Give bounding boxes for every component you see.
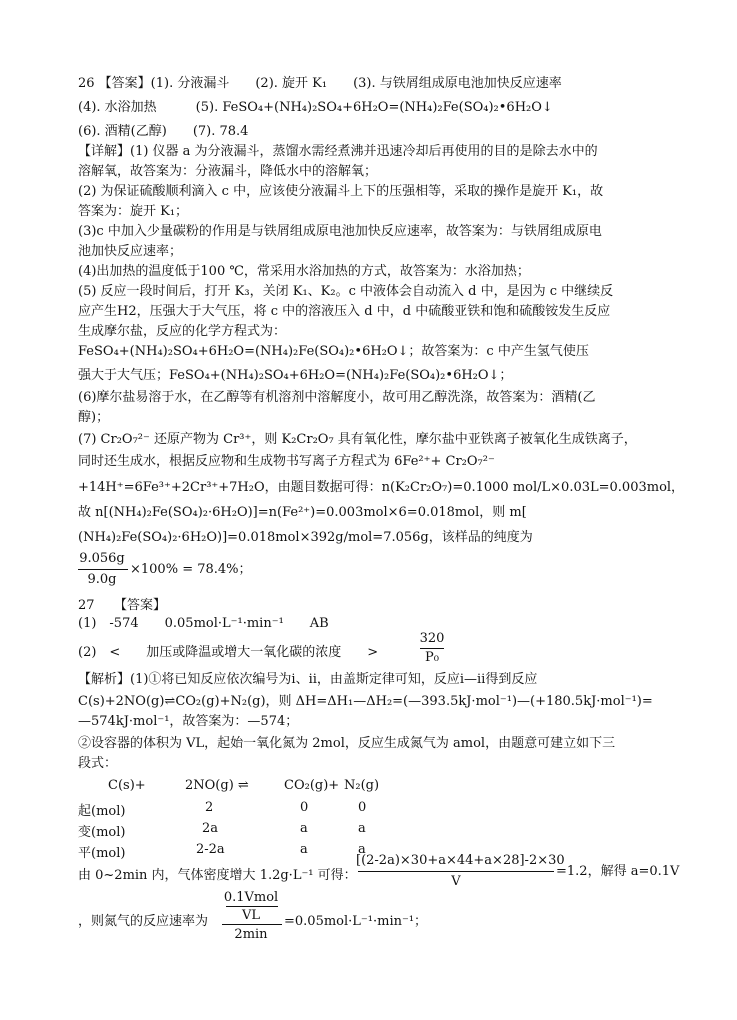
q26-detail-line: (NH₄)₂Fe(SO₄)₂·6H₂O)]=0.018mol×392g/mol=7.056g，该样品的纯度为 [78, 530, 533, 545]
q27-fraction-numerator: 320 [419, 631, 445, 646]
q26-answer-line-3: (6). 酒精(乙醇) (7). 78.4 [78, 124, 249, 139]
table-cell: 2-2a [196, 842, 225, 857]
rate-denominator: 2min [234, 927, 268, 942]
q27-fraction-bar [420, 648, 444, 649]
rate-text: ，则氮气的反应速率为 [78, 914, 209, 929]
table-row-label: 变(mol) [78, 825, 126, 840]
purity-denominator: 9.0g [87, 572, 117, 587]
table-cell: a [300, 842, 308, 857]
table-cell: a [300, 821, 308, 836]
q26-detail-line: FeSO₄+(NH₄)₂SO₄+6H₂O=(NH₄)₂Fe(SO₄)₂•6H₂O↓；故答案为：c 中产生氢气使压 [78, 344, 589, 359]
q26-detail-line: 溶解氧，故答案为：分液漏斗，降低水中的溶解氧； [78, 164, 378, 179]
q26-detail-line: +14H⁺=6Fe³⁺+2Cr³⁺+7H₂O，由题目数据可得：n(K₂Cr₂O₇)=0.1000 mol/L×0.03L=0.003mol， [78, 480, 685, 495]
purity-numerator: 9.056g [79, 551, 125, 566]
q26-detail-line: (4)出加热的温度低于100 ℃，常采用水浴加热的方式，故答案为：水浴加热； [78, 264, 530, 279]
rate-inner-bar [226, 906, 278, 907]
q27-answer-1: (1) -574 0.05mol·L⁻¹·min⁻¹ AB [78, 616, 329, 631]
q26-detail-line: (5) 反应一段时间后，打开 K₃，关闭 K₁、K₂。c 中液体会自动流入 d 中，是因为 c 中继续反 [78, 284, 614, 299]
table-cell: a [358, 821, 366, 836]
rate-numerator-top: 0.1Vmol [223, 890, 279, 905]
q27-analysis-line: ②设容器的体积为 VL，起始一氧化氮为 2mol，反应生成氮气为 amol，由题意可建立如下三 [78, 736, 616, 751]
q26-answer-line-1: 26 【答案】(1). 分液漏斗 (2). 旋开 K₁ (3). 与铁屑组成原电池加快反应速率 [78, 76, 562, 91]
table-header-cell: C(s)+ [108, 778, 146, 793]
purity-result: ×100% = 78.4%； [130, 562, 252, 577]
q27-analysis-line: 【解析】(1)①将已知反应依次编号为ⅰ、ⅱ，由盖斯定律可知，反应ⅰ—ⅱ得到反应 [78, 672, 538, 687]
q27-title: 27 【答案】 [78, 598, 167, 613]
table-cell: 2 [205, 800, 214, 815]
q26-detail-line: 生成摩尔盐，反应的化学方程式为： [78, 324, 287, 339]
q26-detail-line: 强大于大气压；FeSO₄+(NH₄)₂SO₄+6H₂O=(NH₄)₂Fe(SO₄)₂•6H₂O↓； [78, 368, 513, 383]
density-fraction-bar [358, 871, 554, 872]
rate-main-bar [222, 924, 282, 925]
density-denominator: V [451, 874, 461, 889]
rate-result: =0.05mol·L⁻¹·min⁻¹； [284, 914, 428, 929]
q26-detail-line: 【详解】(1) 仪器 a 为分液漏斗，蒸馏水需经煮沸并迅速冷却后再使用的目的是除去水中的 [78, 144, 598, 159]
density-text: 由 0~2min 内，气体密度增大 1.2g·L⁻¹ 可得： [78, 868, 357, 883]
table-header-cell: 2NO(g) ⇌ [185, 778, 249, 793]
q26-detail-line: (3)c 中加入少量碳粉的作用是与铁屑组成原电池加快反应速率，故答案为：与铁屑组成原电 [78, 224, 602, 239]
q27-answer-2: (2) < 加压或降温或增大一氧化碳的浓度 > [78, 645, 379, 660]
q26-detail-line: 醇)； [78, 410, 110, 425]
q27-analysis-line: C(s)+2NO(g)⇌CO₂(g)+N₂(g)，则 ΔH=ΔH₁—ΔH₂=(—393.5kJ·mol⁻¹)—(+180.5kJ·mol⁻¹)= [78, 694, 653, 709]
q26-detail-line: (2) 为保证硫酸顺利滴入 c 中，应该使分液漏斗上下的压强相等，采取的操作是旋开 K₁，故 [78, 184, 604, 199]
table-cell: 2a [202, 821, 219, 836]
density-numerator: [(2-2a)×30+a×44+a×28]-2×30 [356, 853, 565, 868]
q27-analysis-line: 段式： [78, 756, 118, 771]
table-row-label: 起(mol) [78, 804, 126, 819]
table-row-label: 平(mol) [78, 846, 126, 861]
q26-detail-line: (6)摩尔盐易溶于水，在乙醇等有机溶剂中溶解度小，故可用乙醇洗涤，故答案为：酒精(乙 [78, 390, 596, 405]
table-header-cell: CO₂(g)+ [284, 778, 340, 793]
purity-fraction-bar [78, 569, 128, 570]
q26-detail-line: 同时还生成水，根据反应物和生成物书写离子方程式为 6Fe²⁺+ Cr₂O₇²⁻ [78, 454, 495, 469]
rate-numerator-bottom: VL [241, 908, 261, 923]
q27-fraction-denominator: P₀ [425, 650, 439, 665]
q26-answer-line-2: (4). 水浴加热 (5). FeSO₄+(NH₄)₂SO₄+6H₂O=(NH₄)₂Fe(SO₄)₂•6H₂O↓ [78, 100, 553, 115]
table-cell: 0 [358, 800, 367, 815]
density-result: =1.2，解得 a=0.1V [556, 864, 680, 879]
q26-detail-line: (7) Cr₂O₇²⁻ 还原产物为 Cr³⁺，则 K₂Cr₂O₇ 具有氧化性，摩尔盐中亚铁离子被氧化生成铁离子， [78, 432, 637, 447]
table-header-cell: N₂(g) [344, 778, 380, 793]
q26-detail-line: 应产生H2，压强大于大气压，将 c 中的溶液压入 d 中，d 中硫酸亚铁和饱和硫酸铵发生反应 [78, 304, 611, 319]
q26-detail-line: 池加快反应速率； [78, 244, 183, 259]
q26-detail-line: 答案为：旋开 K₁； [78, 204, 189, 219]
table-cell: 0 [300, 800, 309, 815]
q27-analysis-line: —574kJ·mol⁻¹，故答案为：—574； [78, 714, 299, 729]
table-cell: a [358, 842, 366, 857]
q26-detail-line: 故 n[(NH₄)₂Fe(SO₄)₂·6H₂O)]=n(Fe²⁺)=0.003mol×6=0.018mol，则 m[ [78, 505, 527, 520]
